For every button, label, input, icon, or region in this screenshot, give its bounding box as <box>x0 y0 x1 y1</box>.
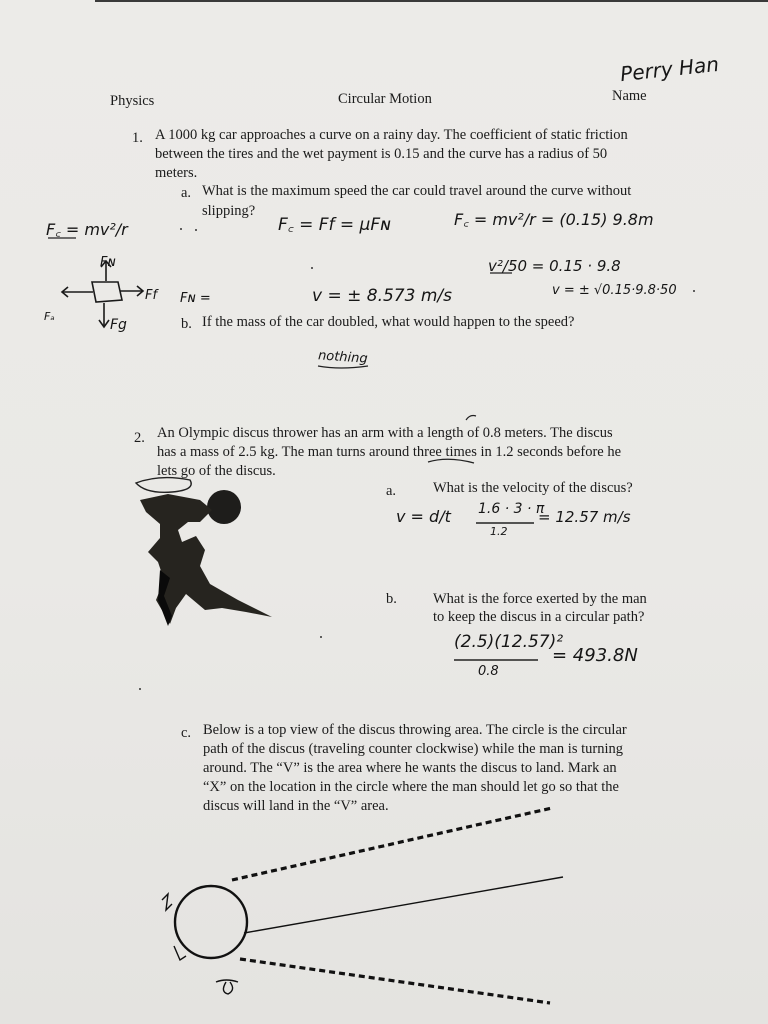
q2b-hw-numerator: (2.5)(12.57)² <box>454 632 564 652</box>
v-sector-upper-dashed-line <box>232 808 552 880</box>
length-mark <box>466 416 476 421</box>
fbd-box <box>92 282 122 302</box>
q2a-text: What is the velocity of the discus? <box>433 480 633 496</box>
discus-icon <box>207 490 241 524</box>
q1-hw-v-root: v = ± √0.15·9.8·50 <box>552 283 677 298</box>
q2a-hw-denominator: 1.2 <box>490 525 508 538</box>
throwing-area-diagram <box>162 808 563 1003</box>
q2c-line-5: discus will land in the “V” area. <box>203 798 389 814</box>
q2b-hw-denominator: 0.8 <box>478 664 499 679</box>
q1-number: 1. <box>132 130 143 146</box>
q1-hw-fc-sub: F꜀ = mv²/r = (0.15) 9.8m <box>454 210 654 229</box>
q1-hw-fc-ff: F꜀ = Ff = μFɴ <box>278 215 391 235</box>
circle-mark-lower <box>174 946 186 960</box>
fbd-label-ff: Ff <box>145 288 158 303</box>
v-sector-lower-dashed-line <box>240 959 550 1003</box>
q2a-letter: a. <box>386 483 397 499</box>
q2c-line-4: “X” on the location in the circle where the man should let go so that the <box>203 779 619 795</box>
q1-hw-fn: Fɴ = <box>180 291 211 306</box>
release-mark <box>216 980 238 994</box>
lets-go-circle-mark <box>136 478 191 493</box>
stray-dots <box>139 228 695 690</box>
discus-circle-path <box>175 886 247 958</box>
q2a-hw-v-eq: v = d/t <box>396 507 451 526</box>
q2b-letter: b. <box>386 591 397 607</box>
q2c-line-3: around. The “V” is the area where he wants the discus to land. Mark an <box>203 760 617 776</box>
q1b-answer-underline <box>318 366 368 368</box>
q1a-line-1: What is the maximum speed the car could travel around the curve without <box>202 183 632 199</box>
q1a-letter: a. <box>181 185 192 201</box>
q2-line-3: lets go of the discus. <box>157 463 276 479</box>
q1a-line-2: slipping? <box>202 203 256 219</box>
q2c-line-1: Below is a top view of the discus throwing area. The circle is the circular <box>203 722 627 738</box>
q1b-text: If the mass of the car doubled, what would happen to the speed? <box>202 314 575 330</box>
q1-line-1: A 1000 kg car approaches a curve on a rainy day. The coefficient of static friction <box>155 127 628 143</box>
name-label: Name <box>612 88 647 104</box>
q2a-hw-result: = 12.57 m/s <box>538 508 631 526</box>
q2b-line-2: to keep the discus in a circular path? <box>433 609 645 625</box>
q2-line-1: An Olympic discus thrower has an arm with a length of 0.8 meters. The discus <box>157 425 613 441</box>
q1-hw-v2-eq: v²/50 = 0.15 · 9.8 <box>488 257 621 275</box>
fbd-label-fg: Fg <box>110 317 127 333</box>
q1b-letter: b. <box>181 316 192 332</box>
q1-line-3: meters. <box>155 165 198 181</box>
topic-title: Circular Motion <box>338 91 432 107</box>
fbd-label-fn: Fɴ <box>100 255 116 270</box>
three-times-underline <box>428 459 474 463</box>
q2b-line-1: What is the force exerted by the man <box>433 591 647 607</box>
q2c-line-2: path of the discus (traveling counter clockwise) while the man is turning <box>203 741 623 757</box>
q2a-hw-numerator: 1.6 · 3 · π <box>478 501 545 517</box>
q1-line-2: between the tires and the wet payment is 0.15 and the curve has a radius of 50 <box>155 146 608 162</box>
discus-thrower-silhouette <box>140 490 272 626</box>
q2b-hw-result: = 493.8N <box>552 645 638 666</box>
q1-hw-v-answer: v = ± 8.573 m/s <box>312 286 452 306</box>
q2-number: 2. <box>134 430 145 446</box>
q2-line-2: has a mass of 2.5 kg. The man turns around three times in 1.2 seconds before he <box>157 444 622 460</box>
circle-mark-upper <box>162 894 172 910</box>
direction-line <box>244 877 563 933</box>
student-name-handwritten: Perry Han <box>619 51 720 87</box>
q1-hw-fc-formula: F꜀ = mv²/r <box>46 220 128 239</box>
free-body-diagram <box>62 261 143 327</box>
subject-label: Physics <box>110 93 155 109</box>
fbd-label-fa: Fₐ <box>44 310 55 323</box>
q2c-letter: c. <box>181 725 192 741</box>
q1b-hw-answer: nothing <box>317 348 369 367</box>
